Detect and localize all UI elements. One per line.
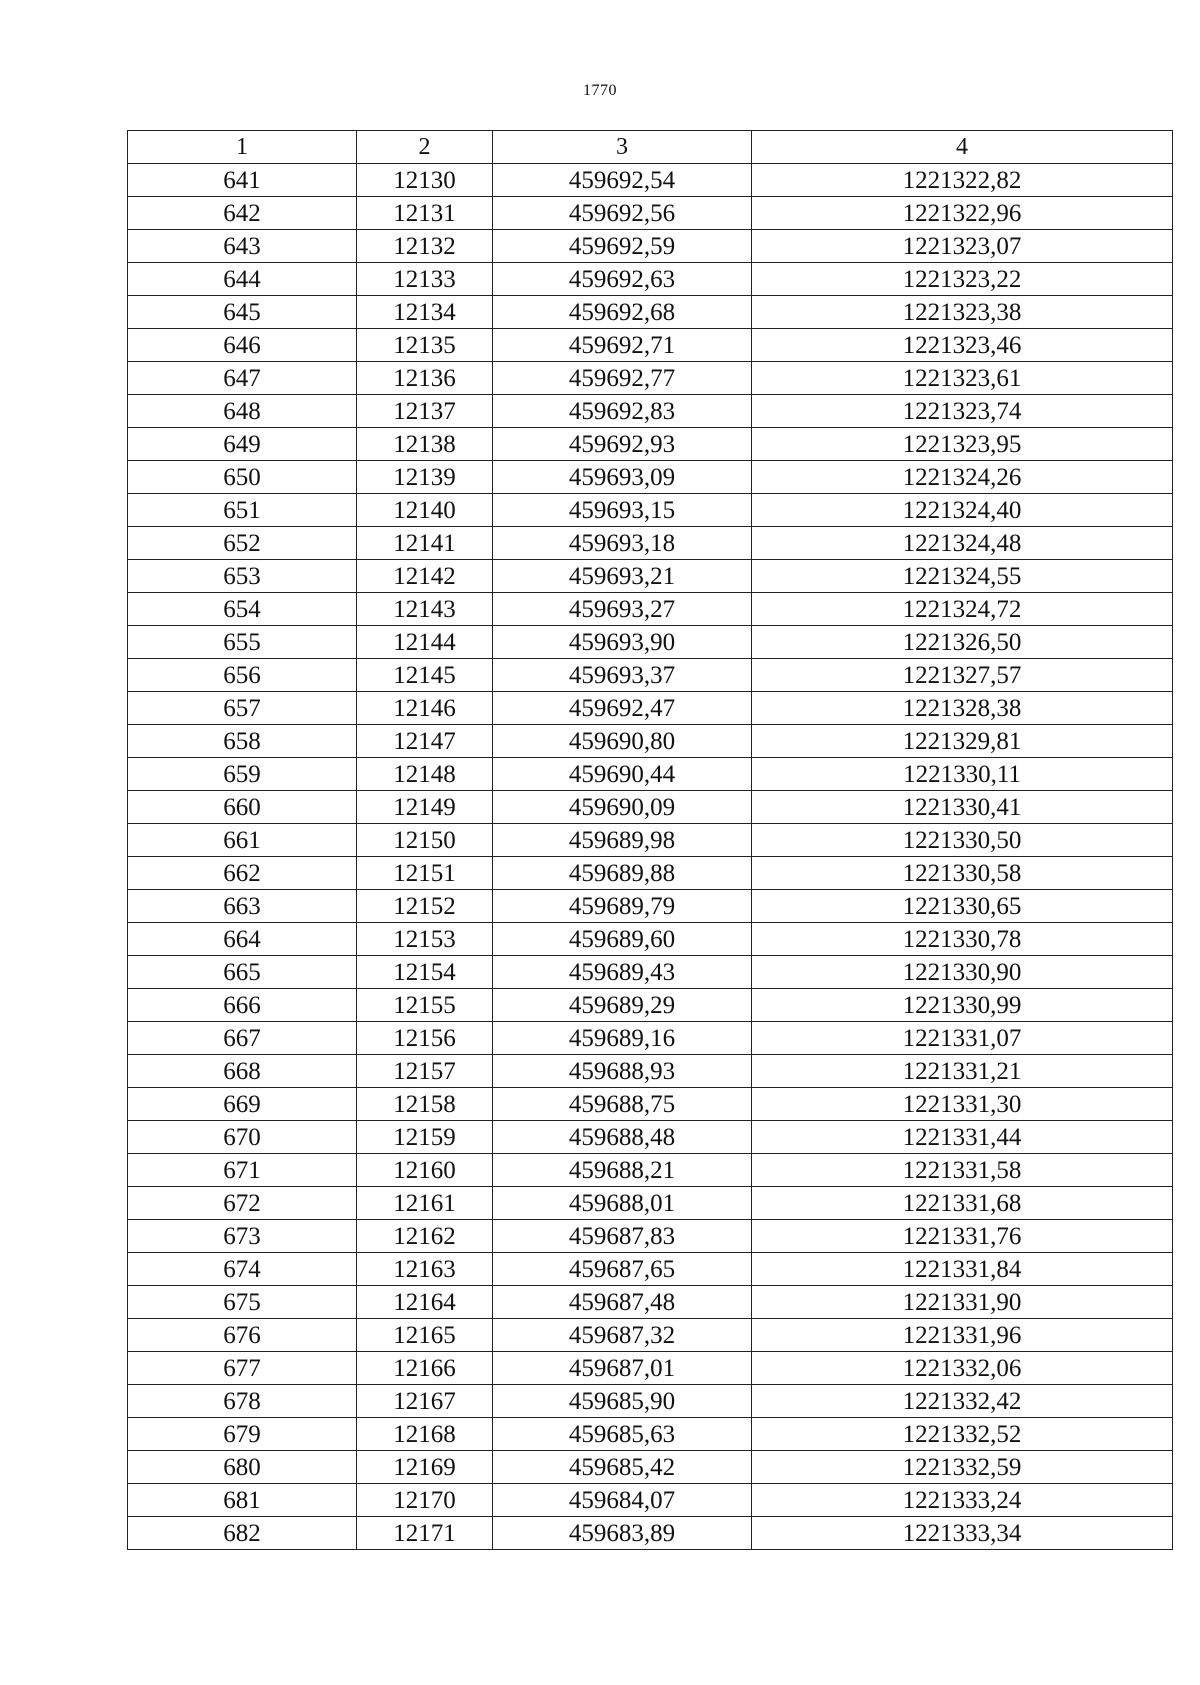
column-header: 3: [493, 131, 752, 164]
table-cell: 1221331,68: [752, 1187, 1173, 1220]
table-cell: 459689,88: [493, 857, 752, 890]
table-cell: 1221331,07: [752, 1022, 1173, 1055]
table-cell: 1221332,06: [752, 1352, 1173, 1385]
table-cell: 677: [128, 1352, 357, 1385]
table-cell: 641: [128, 164, 357, 197]
table-cell: 643: [128, 230, 357, 263]
table-cell: 666: [128, 989, 357, 1022]
table-row: [128, 197, 1173, 230]
table-body: [128, 164, 1173, 1550]
table-row: [128, 494, 1173, 527]
table-row: [128, 1121, 1173, 1154]
table-cell: 12145: [357, 659, 493, 692]
table-cell: 12166: [357, 1352, 493, 1385]
table-row: [128, 1319, 1173, 1352]
table-cell: 1221322,96: [752, 197, 1173, 230]
table-cell: 661: [128, 824, 357, 857]
table-row: [128, 692, 1173, 725]
table-cell: 459693,15: [493, 494, 752, 527]
table-row: [128, 1088, 1173, 1121]
table-row: [128, 1022, 1173, 1055]
table-row: [128, 230, 1173, 263]
table-cell: 12131: [357, 197, 493, 230]
table-cell: 459693,90: [493, 626, 752, 659]
table-cell: 1221327,57: [752, 659, 1173, 692]
table-row: [128, 1451, 1173, 1484]
table-cell: 674: [128, 1253, 357, 1286]
table-cell: 1221332,52: [752, 1418, 1173, 1451]
table-cell: 644: [128, 263, 357, 296]
table-row: [128, 263, 1173, 296]
table-cell: 1221322,82: [752, 164, 1173, 197]
table-cell: 682: [128, 1517, 357, 1550]
table-cell: 12158: [357, 1088, 493, 1121]
table-cell: 647: [128, 362, 357, 395]
table-cell: 459693,27: [493, 593, 752, 626]
table-cell: 459692,59: [493, 230, 752, 263]
table-cell: 649: [128, 428, 357, 461]
table-cell: 650: [128, 461, 357, 494]
table-cell: 12169: [357, 1451, 493, 1484]
table-cell: 646: [128, 329, 357, 362]
table-row: [128, 1418, 1173, 1451]
page-number: 1770: [583, 82, 617, 99]
coordinates-table: [127, 130, 1173, 1550]
table-cell: 1221333,34: [752, 1517, 1173, 1550]
coordinates-table-container: [127, 130, 1172, 1550]
table-cell: 12132: [357, 230, 493, 263]
table-cell: 673: [128, 1220, 357, 1253]
table-cell: 12134: [357, 296, 493, 329]
table-cell: 657: [128, 692, 357, 725]
table-cell: 656: [128, 659, 357, 692]
table-cell: 670: [128, 1121, 357, 1154]
table-cell: 672: [128, 1187, 357, 1220]
table-cell: 1221324,48: [752, 527, 1173, 560]
table-cell: 1221331,84: [752, 1253, 1173, 1286]
table-cell: 681: [128, 1484, 357, 1517]
table-cell: 459689,60: [493, 923, 752, 956]
table-cell: 459692,93: [493, 428, 752, 461]
table-row: [128, 758, 1173, 791]
table-cell: 12164: [357, 1286, 493, 1319]
table-cell: 12150: [357, 824, 493, 857]
table-cell: 459689,79: [493, 890, 752, 923]
table-cell: 459687,65: [493, 1253, 752, 1286]
table-cell: 1221331,30: [752, 1088, 1173, 1121]
table-cell: 671: [128, 1154, 357, 1187]
table-cell: 1221323,22: [752, 263, 1173, 296]
table-cell: 645: [128, 296, 357, 329]
table-cell: 652: [128, 527, 357, 560]
table-cell: 12155: [357, 989, 493, 1022]
table-cell: 1221323,95: [752, 428, 1173, 461]
table-row: [128, 890, 1173, 923]
table-row: [128, 956, 1173, 989]
table-cell: 1221323,74: [752, 395, 1173, 428]
table-row: [128, 923, 1173, 956]
table-row: [128, 296, 1173, 329]
table-row: [128, 428, 1173, 461]
table-cell: 12141: [357, 527, 493, 560]
table-row: [128, 593, 1173, 626]
table-row: [128, 626, 1173, 659]
table-cell: 642: [128, 197, 357, 230]
table-cell: 1221328,38: [752, 692, 1173, 725]
table-cell: 459693,37: [493, 659, 752, 692]
table-cell: 12140: [357, 494, 493, 527]
table-cell: 459689,16: [493, 1022, 752, 1055]
table-cell: 459692,47: [493, 692, 752, 725]
table-cell: 1221324,72: [752, 593, 1173, 626]
table-row: [128, 362, 1173, 395]
table-cell: 1221333,24: [752, 1484, 1173, 1517]
table-cell: 459693,18: [493, 527, 752, 560]
table-cell: 12167: [357, 1385, 493, 1418]
table-cell: 459693,21: [493, 560, 752, 593]
table-cell: 459692,63: [493, 263, 752, 296]
table-cell: 459685,63: [493, 1418, 752, 1451]
table-cell: 1221331,58: [752, 1154, 1173, 1187]
table-row: [128, 164, 1173, 197]
table-cell: 1221330,78: [752, 923, 1173, 956]
table-cell: 459688,93: [493, 1055, 752, 1088]
table-cell: 669: [128, 1088, 357, 1121]
table-cell: 459688,21: [493, 1154, 752, 1187]
column-header: 1: [128, 131, 357, 164]
table-cell: 668: [128, 1055, 357, 1088]
table-row: [128, 989, 1173, 1022]
table-cell: 1221324,40: [752, 494, 1173, 527]
table-cell: 1221332,42: [752, 1385, 1173, 1418]
table-cell: 1221331,90: [752, 1286, 1173, 1319]
table-row: [128, 1385, 1173, 1418]
table-cell: 12156: [357, 1022, 493, 1055]
table-cell: 653: [128, 560, 357, 593]
table-cell: 459685,42: [493, 1451, 752, 1484]
table-cell: 459688,75: [493, 1088, 752, 1121]
table-cell: 459688,48: [493, 1121, 752, 1154]
table-cell: 12147: [357, 725, 493, 758]
table-cell: 459693,09: [493, 461, 752, 494]
table-cell: 12159: [357, 1121, 493, 1154]
table-cell: 1221331,96: [752, 1319, 1173, 1352]
table-row: [128, 1286, 1173, 1319]
table-cell: 459683,89: [493, 1517, 752, 1550]
table-cell: 1221331,76: [752, 1220, 1173, 1253]
column-header: 4: [752, 131, 1173, 164]
table-cell: 12144: [357, 626, 493, 659]
table-cell: 658: [128, 725, 357, 758]
table-cell: 1221332,59: [752, 1451, 1173, 1484]
table-cell: 459689,29: [493, 989, 752, 1022]
table-cell: 679: [128, 1418, 357, 1451]
table-cell: 459692,56: [493, 197, 752, 230]
table-cell: 12142: [357, 560, 493, 593]
table-row: [128, 1253, 1173, 1286]
table-cell: 459687,01: [493, 1352, 752, 1385]
table-cell: 12133: [357, 263, 493, 296]
table-cell: 1221331,21: [752, 1055, 1173, 1088]
table-cell: 1221323,46: [752, 329, 1173, 362]
table-row: [128, 1484, 1173, 1517]
table-cell: 459687,48: [493, 1286, 752, 1319]
table-cell: 12163: [357, 1253, 493, 1286]
table-cell: 12165: [357, 1319, 493, 1352]
table-cell: 459687,83: [493, 1220, 752, 1253]
table-cell: 12143: [357, 593, 493, 626]
table-cell: 1221329,81: [752, 725, 1173, 758]
table-cell: 678: [128, 1385, 357, 1418]
table-cell: 1221323,61: [752, 362, 1173, 395]
table-cell: 1221330,65: [752, 890, 1173, 923]
table-cell: 1221330,11: [752, 758, 1173, 791]
table-cell: 12135: [357, 329, 493, 362]
table-cell: 459688,01: [493, 1187, 752, 1220]
column-header: 2: [357, 131, 493, 164]
table-cell: 1221330,41: [752, 791, 1173, 824]
table-cell: 459692,83: [493, 395, 752, 428]
table-cell: 655: [128, 626, 357, 659]
table-cell: 1221330,58: [752, 857, 1173, 890]
table-cell: 675: [128, 1286, 357, 1319]
table-cell: 1221326,50: [752, 626, 1173, 659]
table-row: [128, 725, 1173, 758]
table-cell: 459685,90: [493, 1385, 752, 1418]
table-cell: 1221323,38: [752, 296, 1173, 329]
table-row: [128, 395, 1173, 428]
table-cell: 12130: [357, 164, 493, 197]
table-cell: 459684,07: [493, 1484, 752, 1517]
table-cell: 12148: [357, 758, 493, 791]
table-row: [128, 1055, 1173, 1088]
table-row: [128, 527, 1173, 560]
table-row: [128, 1352, 1173, 1385]
table-cell: 459689,43: [493, 956, 752, 989]
table-cell: 12162: [357, 1220, 493, 1253]
table-cell: 12151: [357, 857, 493, 890]
table-row: [128, 1220, 1173, 1253]
table-cell: 459687,32: [493, 1319, 752, 1352]
table-row: [128, 824, 1173, 857]
table-row: [128, 461, 1173, 494]
table-cell: 1221324,26: [752, 461, 1173, 494]
table-cell: 12154: [357, 956, 493, 989]
table-cell: 12139: [357, 461, 493, 494]
table-cell: 1221324,55: [752, 560, 1173, 593]
table-cell: 12153: [357, 923, 493, 956]
table-cell: 12138: [357, 428, 493, 461]
table-cell: 651: [128, 494, 357, 527]
table-cell: 12146: [357, 692, 493, 725]
table-cell: 654: [128, 593, 357, 626]
table-row: [128, 857, 1173, 890]
table-row: [128, 1154, 1173, 1187]
table-cell: 664: [128, 923, 357, 956]
table-cell: 12171: [357, 1517, 493, 1550]
table-cell: 663: [128, 890, 357, 923]
table-cell: 12136: [357, 362, 493, 395]
table-cell: 459692,68: [493, 296, 752, 329]
table-cell: 12160: [357, 1154, 493, 1187]
table-row: [128, 659, 1173, 692]
table-cell: 1221330,99: [752, 989, 1173, 1022]
table-cell: 12168: [357, 1418, 493, 1451]
table-cell: 12157: [357, 1055, 493, 1088]
table-cell: 680: [128, 1451, 357, 1484]
table-cell: 459690,09: [493, 791, 752, 824]
table-cell: 1221331,44: [752, 1121, 1173, 1154]
table-cell: 459689,98: [493, 824, 752, 857]
table-cell: 459690,80: [493, 725, 752, 758]
table-row: [128, 1187, 1173, 1220]
table-cell: 667: [128, 1022, 357, 1055]
table-row: [128, 1517, 1173, 1550]
table-cell: 660: [128, 791, 357, 824]
table-cell: 1221330,50: [752, 824, 1173, 857]
table-header-row: [128, 131, 1173, 164]
table-cell: 676: [128, 1319, 357, 1352]
table-row: [128, 791, 1173, 824]
table-cell: 12149: [357, 791, 493, 824]
table-cell: 12152: [357, 890, 493, 923]
table-cell: 659: [128, 758, 357, 791]
table-cell: 459692,77: [493, 362, 752, 395]
table-cell: 1221330,90: [752, 956, 1173, 989]
table-row: [128, 329, 1173, 362]
table-cell: 459692,54: [493, 164, 752, 197]
table-cell: 1221323,07: [752, 230, 1173, 263]
table-cell: 12161: [357, 1187, 493, 1220]
table-cell: 459692,71: [493, 329, 752, 362]
table-cell: 662: [128, 857, 357, 890]
table-cell: 665: [128, 956, 357, 989]
table-row: [128, 560, 1173, 593]
table-cell: 459690,44: [493, 758, 752, 791]
table-cell: 648: [128, 395, 357, 428]
table-cell: 12137: [357, 395, 493, 428]
table-cell: 12170: [357, 1484, 493, 1517]
